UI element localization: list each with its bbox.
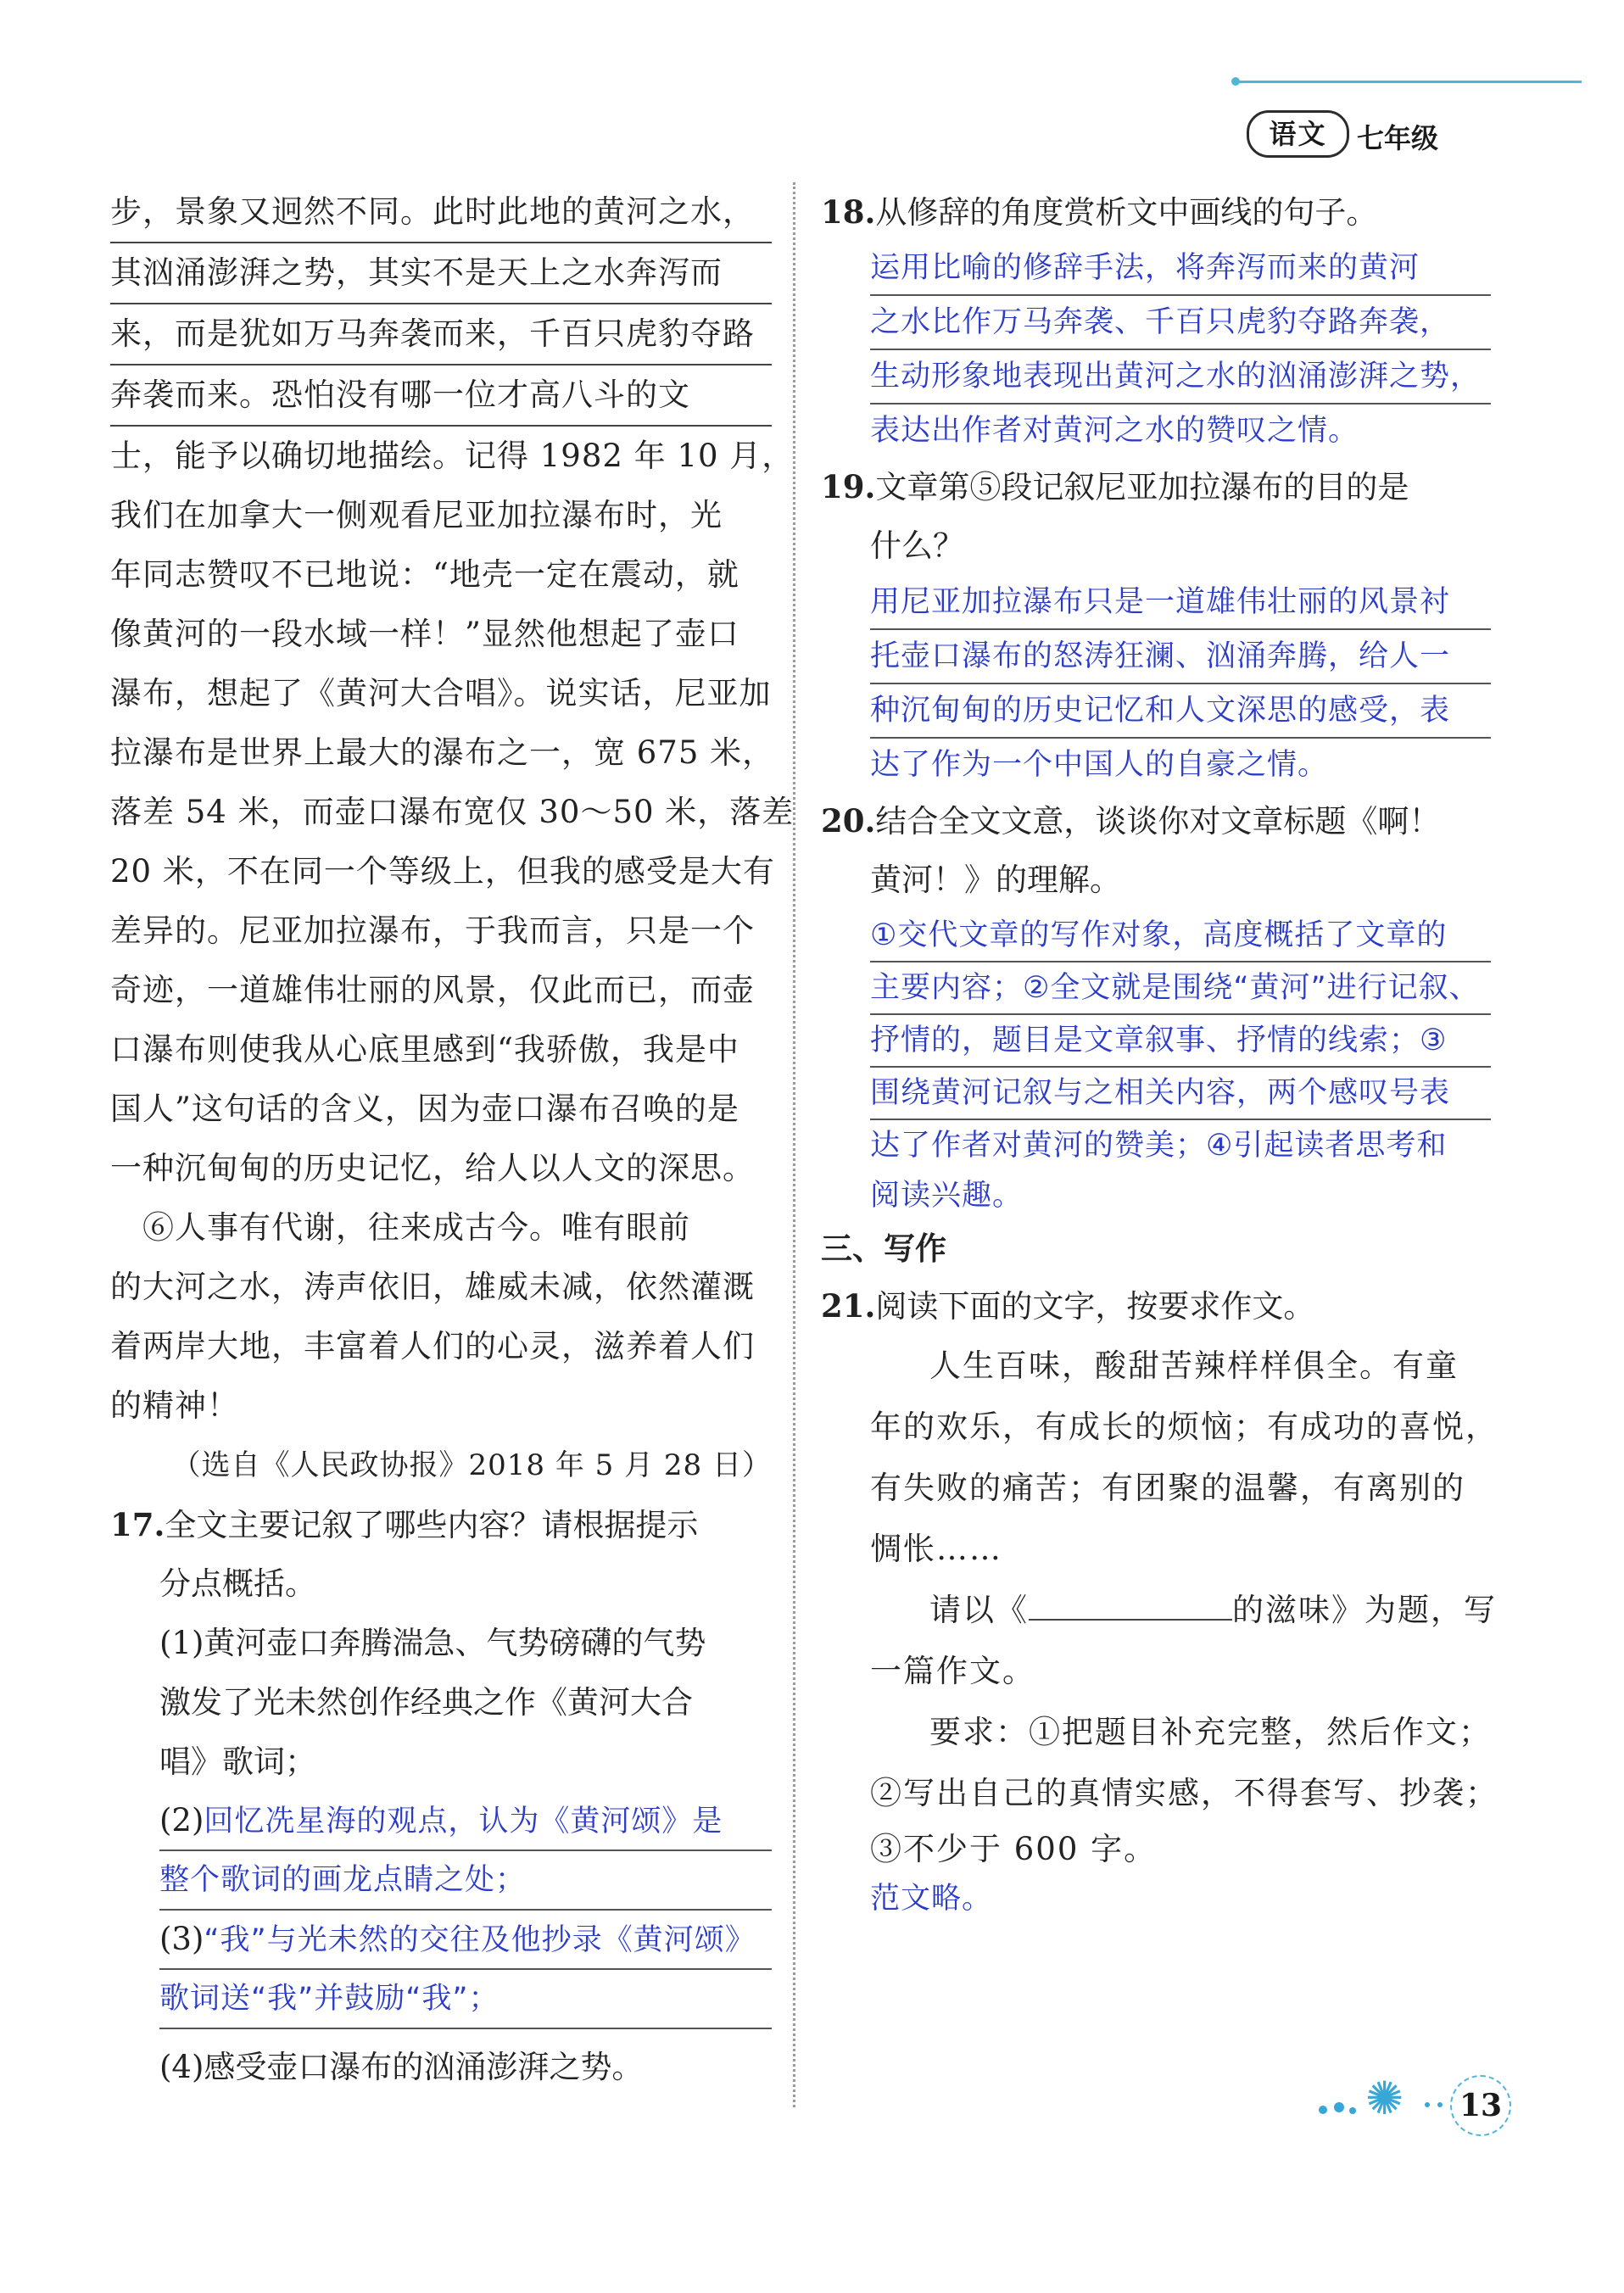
answer-line[interactable] [870, 242, 1491, 296]
answer-item-1: 唱》歌词； [159, 1743, 316, 1780]
answer-line[interactable] [870, 296, 1491, 350]
passage-line: 一种沉甸甸的历史记忆，给人以人文的深思。 [110, 1150, 755, 1186]
flower-icon: ✺ [1365, 2072, 1404, 2125]
handwritten-answer: 歌词送“我”并鼓励“我”； [159, 1982, 499, 2016]
handwritten-answer: 达了作者对黄河的赞美；④引起读者思考和 [870, 1129, 1448, 1163]
question-stem-text: 文章第⑤段记叙尼亚加拉瀑布的目的是 [875, 469, 1409, 505]
handwritten-answer: 托壶口瀑布的怒涛狂澜、汹涌奔腾，给人一 [870, 639, 1451, 673]
handwritten-answer: 用尼亚加拉瀑布只是一道雄伟壮丽的风景衬 [870, 585, 1451, 619]
question-21 [821, 1276, 1498, 1922]
answer-line[interactable] [870, 910, 1491, 962]
handwritten-answer: 回忆冼星海的观点，认为《黄河颂》是 [204, 1805, 723, 1838]
passage-source: （选自《人民政协报》2018 年 5 月 28 日） [171, 1448, 772, 1482]
left-column [110, 182, 795, 2097]
question-19 [821, 457, 1491, 791]
decor-dot [1334, 2102, 1344, 2112]
subject-badge: 语文 [1247, 110, 1349, 158]
question-stem [821, 457, 1491, 516]
title-post: 的滋味》为题，写 [1232, 1592, 1497, 1628]
question-number: 19. [821, 468, 876, 505]
answer-line[interactable] [870, 576, 1491, 630]
passage-line: 我们在加拿大一侧观看尼亚加拉瀑布时，光 [110, 497, 723, 533]
requirement-line: ③不少于 600 字。 [870, 1831, 1158, 1867]
question-stem [821, 1276, 1491, 1336]
passage-line: 奇迹，一道雄伟壮丽的风景，仅此而已，而壶 [110, 972, 755, 1008]
requirement-line: 要求：①把题目补充完整，然后作文； [929, 1714, 1492, 1750]
question-20 [821, 791, 1491, 1220]
title-instruction [821, 1580, 1497, 1641]
passage-line: ⑥人事有代谢，往来成古今。唯有眼前 [142, 1209, 690, 1246]
handwritten-answer: 之水比作万马奔袭、千百只虎豹夺路奔袭， [870, 305, 1451, 339]
handwritten-answer: 围绕黄河记叙与之相关内容，两个感叹号表 [870, 1076, 1451, 1110]
passage-line: 步，景象又迥然不同。此时此地的黄河之水， [110, 182, 772, 243]
passage-line: 士，能予以确切地描绘。记得 1982 年 10 月， [110, 438, 795, 474]
answer-line[interactable] [870, 1120, 1491, 1171]
answer-item-4: (4)感受壶口瀑布的汹涌澎湃之势。 [159, 2049, 644, 2085]
decor-dot [1425, 2102, 1430, 2107]
page-header [1221, 59, 1586, 161]
answer-line[interactable] [159, 1792, 772, 1851]
passage-line: 年同志赞叹不已地说：“地壳一定在震动，就 [110, 556, 739, 593]
answer-line[interactable] [870, 404, 1491, 457]
decor-dot [1319, 2106, 1327, 2114]
question-number: 21. [821, 1287, 876, 1325]
requirement-line: ②写出自己的真情实感，不得套写、抄袭； [870, 1775, 1498, 1811]
question-number: 20. [821, 802, 876, 840]
item-prefix: (2) [159, 1802, 204, 1838]
handwritten-answer: 生动形象地表现出黄河之水的汹涌澎湃之势， [870, 360, 1482, 393]
question-stem [821, 791, 1491, 851]
handwritten-answer: ①交代文章的写作对象，高度概括了文章的 [870, 918, 1448, 952]
handwritten-answer: 达了作为一个中国人的自豪之情。 [870, 748, 1329, 782]
question-18 [821, 182, 1491, 457]
passage-line: 像黄河的一段水域一样！”显然他想起了壶口 [110, 616, 739, 652]
passage-line: 的大河之水，涛声依旧，雄威未减，依然灌溉 [110, 1269, 755, 1305]
answer-item-1: (1)黄河壶口奔腾湍急、气势磅礴的气势 [159, 1625, 706, 1661]
answer-line[interactable] [870, 630, 1491, 684]
header-rule [1238, 81, 1582, 83]
answer-line[interactable] [870, 739, 1491, 791]
question-stem-cont: 分点概括。 [159, 1565, 316, 1602]
handwritten-answer: 种沉甸甸的历史记忆和人文深思的感受，表 [870, 694, 1451, 728]
handwritten-answer: 阅读兴趣。 [870, 1179, 1024, 1213]
answer-line[interactable] [870, 684, 1491, 739]
prompt-line: 人生百味，酸甜苦辣样样俱全。有童 [929, 1347, 1459, 1384]
passage-line: 其汹涌澎湃之势，其实不是天上之水奔泻而 [110, 243, 772, 304]
answer-line[interactable] [870, 1068, 1491, 1120]
item-prefix: (3) [159, 1921, 204, 1957]
passage-line: 奔袭而来。恐怕没有哪一位才高八斗的文 [110, 365, 772, 427]
passage-line: 国人”这句话的含义，因为壶口瀑布召唤的是 [110, 1091, 739, 1127]
passage-line: 落差 54 米，而壶口瀑布宽仅 30～50 米，落差 [110, 794, 795, 830]
question-stem-text: 从修辞的角度赏析文中画线的句子。 [875, 194, 1378, 231]
handwritten-answer: 范文略。 [870, 1882, 993, 1916]
answer-item-1: 激发了光未然创作经典之作《黄河大合 [159, 1684, 693, 1721]
question-stem [110, 1495, 772, 1554]
answer-line[interactable] [870, 350, 1491, 404]
answer-line[interactable] [870, 1015, 1491, 1068]
grade-label: 七年级 [1357, 122, 1439, 154]
handwritten-answer: 抒情的，题目是文章叙事、抒情的线索；③ [870, 1024, 1448, 1057]
answer-line[interactable] [159, 1911, 772, 1970]
passage-line: 来，而是犹如万马奔袭而来，千百只虎豹夺路 [110, 304, 772, 365]
question-stem-text: 结合全文文意，谈谈你对文章标题《啊！ [875, 803, 1441, 840]
page-number: 13 [1450, 2075, 1511, 2136]
decor-dot [1437, 2102, 1443, 2107]
handwritten-answer: 表达出作者对黄河之水的赞叹之情。 [870, 414, 1359, 448]
question-number: 17. [110, 1506, 165, 1543]
right-column [821, 182, 1498, 1922]
passage-line: 拉瀑布是世界上最大的瀑布之一，宽 675 米， [110, 734, 775, 771]
decor-dot [1349, 2107, 1356, 2114]
passage-line: 20 米，不在同一个等级上，但我的感受是大有 [110, 853, 775, 890]
question-stem [821, 182, 1491, 242]
question-stem-text: 阅读下面的文字，按要求作文。 [875, 1288, 1315, 1325]
prompt-line: 一篇作文。 [870, 1653, 1035, 1689]
passage-line: 的精神！ [110, 1387, 239, 1424]
question-stem-text: 全文主要记叙了哪些内容？请根据提示 [165, 1507, 699, 1543]
handwritten-answer: 主要内容；②全文就是围绕“黄河”进行记叙、 [870, 971, 1480, 1005]
prompt-line: 年的欢乐，有成长的烦恼；有成功的喜悦， [870, 1409, 1498, 1445]
handwritten-answer: 整个歌词的画龙点睛之处； [159, 1863, 527, 1897]
title-blank[interactable] [1029, 1585, 1232, 1621]
passage-line: 差异的。尼亚加拉瀑布，于我而言，只是一个 [110, 912, 755, 949]
passage-line: 着两岸大地，丰富着人们的心灵，滋养着人们 [110, 1328, 755, 1364]
handwritten-answer: 运用比喻的修辞手法，将奔泻而来的黄河 [870, 251, 1420, 285]
section-heading: 三、写作 [821, 1230, 946, 1267]
question-number: 18. [821, 193, 876, 231]
passage-line: 口瀑布则使我从心底里感到“我骄傲，我是中 [110, 1031, 739, 1068]
question-stem-cont: 黄河！》的理解。 [870, 862, 1121, 898]
passage-paragraph-6 [110, 1198, 772, 1436]
question-stem-cont: 什么？ [870, 527, 964, 564]
prompt-line: 有失败的痛苦；有团聚的温馨，有离别的 [870, 1470, 1465, 1506]
page-number-area [1319, 2065, 1539, 2150]
question-17 [110, 1495, 772, 2097]
passage-line: 瀑布，想起了《黄河大合唱》。说实话，尼亚加 [110, 675, 772, 711]
answer-line[interactable] [159, 1970, 772, 2029]
title-pre: 请以《 [929, 1592, 1029, 1628]
passage-paragraph-5 [110, 182, 795, 1198]
answer-line[interactable] [870, 962, 1491, 1015]
prompt-line: 惆怅…… [870, 1531, 1002, 1567]
handwritten-answer: “我”与光未然的交往及他抄录《黄河颂》 [204, 1923, 756, 1957]
answer-line[interactable] [159, 1851, 772, 1911]
answer-line[interactable] [870, 1171, 1491, 1220]
